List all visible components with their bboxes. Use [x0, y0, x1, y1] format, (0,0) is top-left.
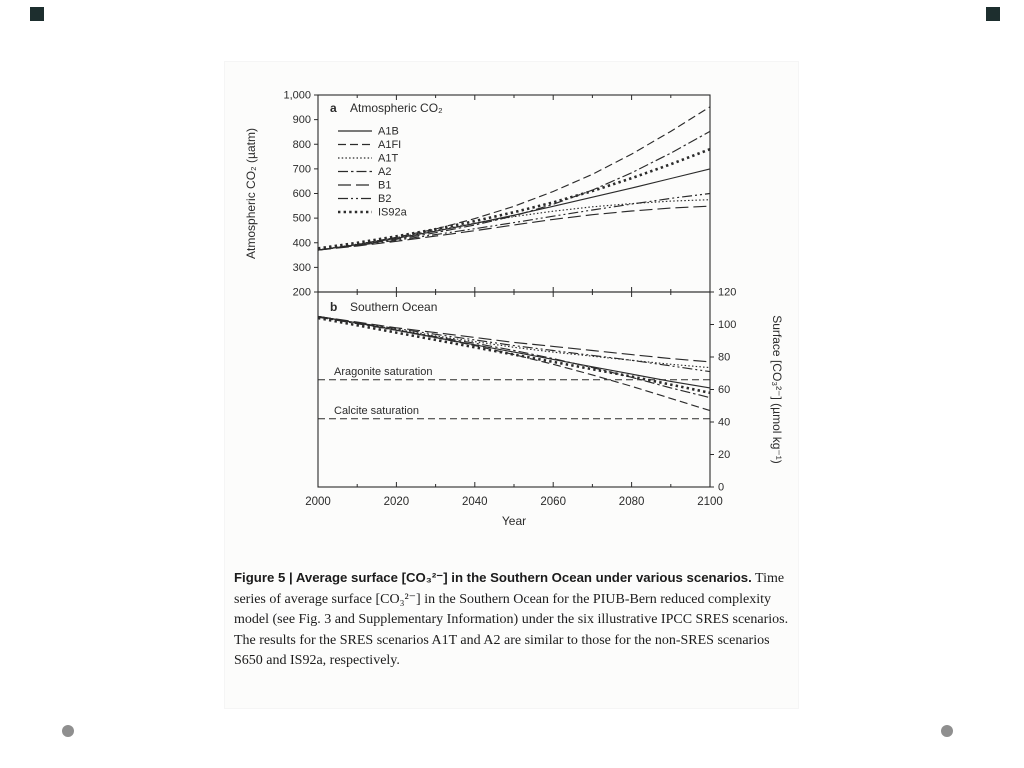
legend-label-A1T: A1T: [378, 152, 399, 165]
figure-caption: [225, 568, 798, 672]
panel-b-y-axis-title: Surface [CO₃²⁻] (µmol kg⁻¹): [770, 315, 784, 464]
top-left-square-decor: [30, 7, 44, 21]
legend-label-B2: B2: [378, 193, 392, 205]
panel-b-label: b: [330, 300, 338, 314]
xtick-label: 2000: [305, 496, 331, 508]
series-IS92a-line-b: [318, 318, 710, 393]
xtick-label: 2080: [618, 496, 645, 508]
panel-a-ytick-label: 600: [292, 188, 311, 200]
legend-label-B1: B1: [378, 179, 392, 192]
panel-b-ytick-label: 120: [718, 286, 737, 299]
panel-a-ytick-label: 1,000: [283, 89, 311, 102]
saturation-label-aragonite: Aragonite saturation: [334, 365, 433, 378]
panel-b-ytick-label: 100: [718, 319, 737, 331]
series-A2-line-a: [318, 131, 710, 250]
saturation-label-calcite: Calcite saturation: [334, 404, 419, 417]
caption-bold: Figure 5 | Average surface [CO₃²⁻] in the Southern Ocean under various scenarios.: [234, 570, 752, 585]
panel-b-ytick-label: 40: [718, 416, 731, 429]
bottom-left-dot-decor: [62, 725, 74, 737]
series-B1-line-a: [318, 206, 710, 250]
panel-a-ytick-label: 300: [292, 261, 311, 274]
panel-a-title: Atmospheric CO₂: [350, 101, 443, 115]
panel-b-title: Southern Ocean: [350, 300, 438, 314]
panel-a-label: a: [330, 101, 337, 115]
legend-label-A1B: A1B: [378, 125, 399, 138]
series-A2-line-b: [318, 317, 710, 397]
legend-label-A2: A2: [378, 166, 392, 178]
series-IS92a-line-a: [318, 149, 710, 248]
panel-a-ytick-label: 500: [292, 212, 311, 225]
x-axis-title: Year: [501, 514, 527, 528]
panel-a-frame: [318, 95, 710, 292]
panel-a-ytick-label: 900: [292, 114, 311, 127]
xtick-label: 2040: [462, 496, 488, 508]
panel-b-ytick-label: 80: [718, 351, 731, 364]
panel-a-y-axis-title: Atmospheric CO₂ (µatm): [244, 128, 258, 259]
panel-b-frame: [318, 292, 710, 487]
bottom-right-dot-decor: [941, 725, 953, 737]
panel-a-ytick-label: 200: [292, 286, 311, 299]
panel-a-ytick-label: 400: [292, 237, 311, 250]
panel-a-ytick-label: 800: [292, 138, 311, 151]
legend-label-A1FI: A1FI: [378, 139, 402, 151]
series-A1FI-line-a: [318, 107, 710, 250]
legend-label-IS92a: IS92a: [378, 206, 407, 219]
caption-body: Time series of average surface [CO₃²⁻] in the Southern Ocean for the PIUB-Bern reduced complexity model (see Fig. 3 and Supplementary Information) under the six illustrative IPCC SRES scenarios. The results for the SRES scenarios A1T and A2 are similar to those for the non-SRES scenarios S650 and IS92a, respectively.: [234, 571, 789, 669]
panel-b-ytick-label: 20: [718, 449, 731, 461]
panel-b-ytick-label: 60: [718, 384, 731, 396]
figure-panel: [225, 62, 798, 708]
figure-chart-svg: [225, 62, 798, 542]
xtick-label: 2060: [540, 496, 566, 508]
series-A1T-line-b: [318, 316, 710, 367]
panel-b-ytick-label: 0: [718, 481, 725, 494]
panel-a-ytick-label: 700: [292, 163, 311, 176]
top-right-square-decor: [986, 7, 1000, 21]
xtick-label: 2100: [697, 496, 723, 508]
xtick-label: 2020: [383, 496, 410, 508]
